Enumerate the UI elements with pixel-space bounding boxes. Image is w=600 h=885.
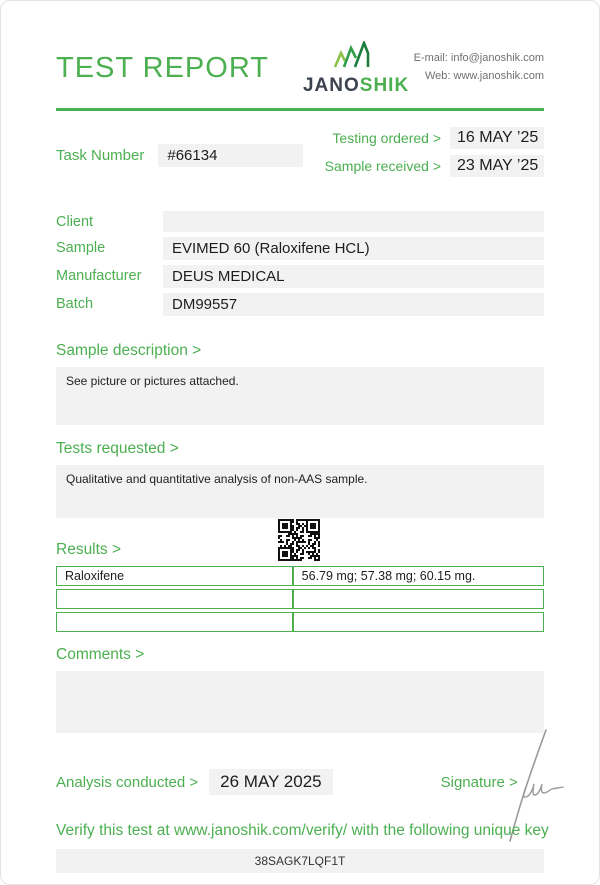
client-label: Client (56, 214, 94, 230)
analysis-signature-row (56, 769, 544, 795)
logo-wordmark (303, 76, 409, 95)
task-number-row (56, 127, 303, 183)
testing-ordered-label: Testing ordered > (332, 130, 441, 146)
sample-value: EVIMED 60 (Raloxifene HCL) (163, 237, 544, 260)
sample-info-block (56, 211, 544, 316)
info-row-batch (56, 293, 544, 316)
unique-key-value: 38SAGK7LQF1T (56, 849, 544, 873)
task-and-dates (56, 127, 544, 183)
sample-received-value: 23 MAY ’25 (450, 155, 544, 177)
verify-footer (56, 822, 549, 873)
table-row (56, 566, 544, 586)
tests-requested-box: Qualitative and quantitative analysis of non-AAS sample. (56, 465, 544, 518)
manufacturer-label: Manufacturer (56, 268, 142, 284)
table-row (56, 589, 544, 609)
client-value (163, 211, 544, 232)
task-number-label: Task Number (56, 146, 145, 164)
dates-column (325, 127, 544, 183)
page-title: TEST REPORT (56, 51, 269, 84)
info-row-manufacturer (56, 265, 544, 288)
sample-received-row (325, 155, 544, 177)
analysis-conducted-value: 26 MAY 2025 (209, 769, 332, 795)
sample-received-label: Sample received > (324, 158, 441, 174)
comments-heading: Comments > (56, 646, 145, 663)
qr-code (278, 519, 320, 561)
contact-info (414, 50, 544, 85)
testing-ordered-value: 16 MAY ’25 (450, 127, 544, 149)
contact-email: E-mail: info@janoshik.com (413, 52, 544, 65)
table-row (56, 612, 544, 632)
janoshik-logo (303, 41, 409, 95)
signature-label: Signature > (440, 773, 518, 791)
result-name-cell: Raloxifene (56, 566, 293, 586)
sample-label: Sample (56, 240, 106, 256)
result-name-cell (56, 589, 293, 609)
comments-box (56, 671, 544, 733)
tests-requested-heading: Tests requested > (56, 440, 179, 457)
header-divider (56, 108, 544, 111)
report-header (56, 1, 544, 95)
batch-label: Batch (56, 296, 94, 312)
result-value-cell: 56.79 mg; 57.38 mg; 60.15 mg. (293, 566, 544, 586)
task-number-value: #66134 (158, 144, 303, 167)
results-heading: Results > (56, 541, 122, 558)
sample-description-heading: Sample description > (56, 342, 202, 359)
contact-web: Web: www.janoshik.com (424, 70, 544, 82)
chart-growth-logo-icon (332, 41, 380, 74)
sample-description-box: See picture or pictures attached. (56, 367, 544, 425)
testing-ordered-row (325, 127, 544, 149)
result-name-cell (56, 612, 293, 632)
results-table (56, 563, 544, 635)
manufacturer-value: DEUS MEDICAL (163, 265, 544, 288)
info-row-sample (56, 237, 544, 260)
analysis-conducted-label: Analysis conducted > (56, 773, 199, 791)
verify-text: Verify this test at www.janoshik.com/verify/ with the following unique key (56, 822, 549, 839)
logo-text-green: SHIK (359, 75, 410, 96)
results-header (56, 518, 544, 562)
info-row-client (56, 211, 544, 232)
result-value-cell (293, 589, 544, 609)
result-value-cell (293, 612, 544, 632)
batch-value: DM99557 (163, 293, 544, 316)
logo-text-dark: JANO (302, 75, 360, 96)
